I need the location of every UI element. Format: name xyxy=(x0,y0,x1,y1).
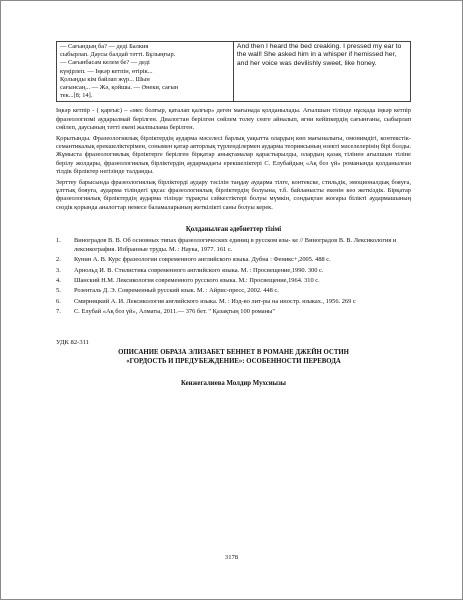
reference-text: Арнольд И. В. Стилистика современного английского языка. М. : Просвещение,1990. 300 с. xyxy=(74,266,324,274)
kazakh-quote-line: сыбырлап. Даусы балдай тәтті. Бұлыңғыр. xyxy=(60,51,176,59)
page-content xyxy=(56,41,411,387)
english-quote-cell: And then I heard the bed creaking. I pressed my ear to the wall! She asked him in a whisper if hemissed her, and her voice was devilishly sweet, like honey. xyxy=(233,42,410,102)
quote-comparison-table xyxy=(56,41,411,102)
references-list xyxy=(56,237,411,316)
list-item xyxy=(56,256,411,264)
list-item xyxy=(56,267,411,275)
reference-text: Розенталь Д. Э. Современный русский язык. М. : Айрис-пресс, 2002. 448 с. xyxy=(74,287,279,295)
kazakh-quote-line: тек...[8; 14]. xyxy=(60,92,93,100)
reference-text: Виноградов В. В. Об основных типах фразеологических единиц в русском язы- ке // Виноградов В. В. Лексикология и лексикография. Избранные труды. М. : Наука, 1977. 161 с. xyxy=(74,237,397,253)
list-item xyxy=(56,287,411,295)
reference-number: 3. xyxy=(56,266,61,274)
kazakh-quote-line: — Сағындың ба? — деді Балкия xyxy=(60,43,149,50)
kazakh-quote-line: күңірлеп. — Іңкәр кетпін, өтірік... xyxy=(60,67,153,75)
list-item xyxy=(56,308,411,316)
article-title-line: «ГОРДОСТЬ И ПРЕДУБЕЖДЕНИЕ»: ОСОБЕННОСТИ ПЕРЕВОДА xyxy=(126,357,341,365)
reference-number: 2. xyxy=(56,256,61,264)
list-item xyxy=(56,277,411,285)
list-item xyxy=(56,237,411,254)
reference-number: 1. xyxy=(56,237,61,245)
references-heading: Қолданылған әдебиеттер тізімі xyxy=(185,226,282,234)
body-paragraph: Іңкәр кетпір - ( қарғыс) – «мес болғыр, қаталап қалғыр» деген мағынада қолданылады. Ағылшын тілінде нұсқада іңкәр кетпір фразеологизмі аударылмай берілген. Диалогтан берілген сөйлем толеу сөзге айналып, ягни кейіпкердің сағынғаны, сыбырлап сөйлеп, даусының тәтті екені жалпылама берілген. xyxy=(56,107,411,132)
reference-text: Шанский Н.М. Лексикология современного русского языка. М.: Просвещение,1964. 310 с. xyxy=(74,276,320,284)
reference-number: 7. xyxy=(56,308,61,316)
article-title xyxy=(56,348,411,366)
page-number: 3178 xyxy=(224,554,239,561)
kazakh-quote-cell xyxy=(57,42,234,102)
kazakh-quote-line: — Сағынбасам келем бе? — деді xyxy=(60,59,150,67)
udk-code: УДК 82-311 xyxy=(56,338,89,346)
reference-number: 6. xyxy=(56,297,61,305)
body-paragraph: Зерттеу барысында фразеологиялық бірліктерді аудару тәсілін таңдау аударма тілге, контекске, стильдік, эмоционалдық бояуға, ұлттық бояуға, аударма тіліндегі ұқсас фразеологиялық бірліктердің болуына, т.б. байланысты екенін көз жеткіздік. Бірқатар фразеологиялық бірліктердің аударма тілінде тұрақты сәйкестіктері болуы мүмкін, сондықтан жоғары білікті аудармашының сөздік қорында аналогтар немесе баламаларының жеткілікті саны болуы керек. xyxy=(56,178,411,211)
list-item xyxy=(56,298,411,306)
reference-number: 4. xyxy=(56,276,61,284)
reference-text: Кунин А. В. Курс фразеологии современного английского языка. Дубна : Феникс+,2005. 488 с. xyxy=(74,256,331,264)
reference-text: Смирницкий А. И. Лексикология английского языка. М. : Изд-во лит-ры на иностр. языках., 1956. 269 с xyxy=(74,297,356,305)
author-name: Кенжегалиева Молдир Мухсиызы xyxy=(180,379,286,387)
table-row xyxy=(57,42,411,102)
kazakh-quote-line: Қолыңды кім байлап жүр... Шын xyxy=(60,75,150,83)
article-title-line: ОПИСАНИЕ ОБРАЗА ЭЛИЗАБЕТ БЕННЕТ В РОМАНЕ ДЖЕЙН ОСТИН xyxy=(118,348,349,356)
reference-number: 5. xyxy=(56,287,61,295)
body-paragraph: Қорытынды. Фразеологиялық бірліктердің аударма мәселесі барлық уақытта олардың көп мағыналығы, омонимдігі, контекстік-семантикалық ерекшеліктерімен, сонымен қатар авторлық түрленділермен аударма теориясының өзекті мәселелерінің бірі болды. Жұмыста фразеологиялық бірліктерге берілген бірқатар анықтамалар қарастырылды, олардың қазақ тілінен ағылшын тіліне берілу жолдары, фразеологиялық бірліктердің аудармадағы ерекшеліктері С. Елубайдың «Ақ боз үй» романында қолданылған тілдік бірліктер негізінде талданды. xyxy=(56,134,411,176)
kazakh-quote-line: сағынсаң... — Жә, қойшы. — Әнеки, сағын xyxy=(60,84,179,92)
reference-text: С. Елубай «Ақ боз үй», Алматы, 2011.— 376 бет. " Қазақтың 100 романы" xyxy=(74,308,275,316)
